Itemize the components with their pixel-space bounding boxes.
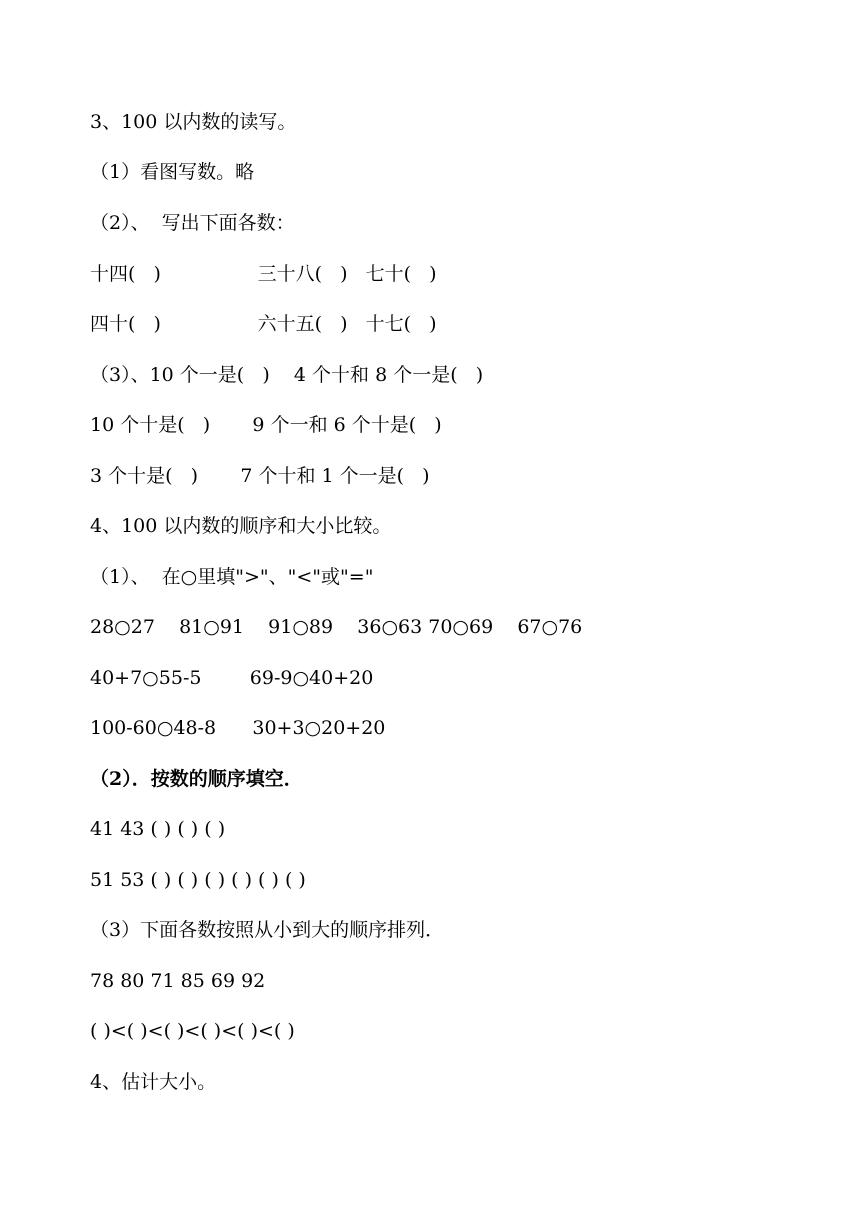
compare-instruction: （1）、 在○里填">"、"<"或"=" — [90, 566, 374, 588]
compare-row-3: 100-60○48-8 30+3○20+20 — [90, 717, 386, 739]
order-instruction: （3）下面各数按照从小到大的顺序排列． — [90, 919, 445, 941]
compare-row-2: 40+7○55-5 69-9○40+20 — [90, 667, 374, 689]
question-3-tens-ones-row-3: 3 个十是( ) 7 个十和 1 个一是( ) — [90, 465, 430, 487]
write-numbers-row-1: 十四( ) 三十八( ) 七十( ) — [90, 263, 437, 285]
order-numbers: 78 80 71 85 69 92 — [90, 970, 266, 992]
section-3-heading: 3、100 以内数的读写。 — [90, 111, 297, 133]
section-4-heading: 4、100 以内数的顺序和大小比较。 — [90, 515, 392, 537]
compare-row-1: 28○27 81○91 91○89 36○63 70○69 67○76 — [90, 616, 583, 638]
sequence-instruction: （2）．按数的顺序填空． — [90, 768, 303, 790]
question-3-tens-ones-row-1: （3）、10 个一是( ) 4 个十和 8 个一是( ) — [90, 364, 484, 386]
estimate-heading: 4、估计大小。 — [90, 1071, 217, 1093]
question-3-tens-ones-row-2: 10 个十是( ) 9 个一和 6 个十是( ) — [90, 414, 442, 436]
question-2-write-numbers: （2）、 写出下面各数： — [90, 212, 295, 234]
question-1-read-picture: （1）看图写数。略 — [90, 161, 255, 183]
order-blanks: ( )<( )<( )<( )<( )<( ) — [90, 1020, 295, 1042]
sequence-row-1: 41 43 ( ) ( ) ( ) — [90, 818, 226, 840]
write-numbers-row-2: 四十( ) 六十五( ) 十七( ) — [90, 313, 437, 335]
sequence-row-2: 51 53 ( ) ( ) ( ) ( ) ( ) ( ) — [90, 869, 306, 891]
